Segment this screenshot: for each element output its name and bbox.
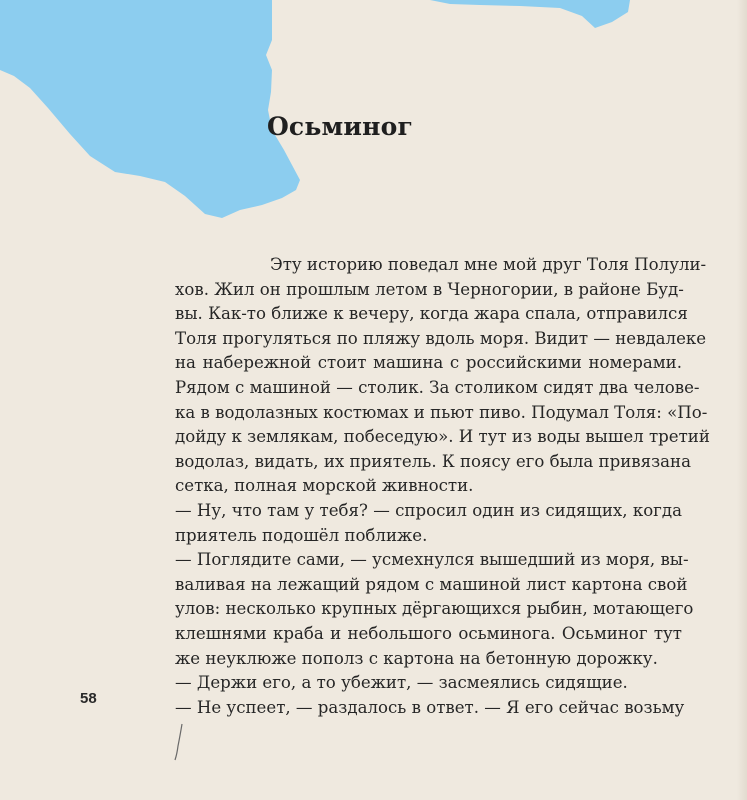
text-line: — Ну, что там у тебя? — спросил один из сидящих, когда — [175, 500, 682, 520]
text-line: же неуклюже пополз с картона на бетонную дорожку. — [175, 648, 658, 668]
text-line: Рядом с машиной — столик. За столиком сидят два челове- — [175, 377, 700, 397]
page-edge — [737, 0, 747, 800]
text-line: валивая на лежащий рядом с машиной лист картона свой — [175, 574, 688, 594]
splash-shape-main — [0, 0, 300, 218]
text-line: приятель подошёл поближе. — [175, 525, 428, 545]
text-line: хов. Жил он прошлым летом в Черногории, в районе Буд- — [175, 279, 684, 299]
pencil-mark — [172, 722, 186, 762]
text-line: Толя прогуляться по пляжу вдоль моря. Видит — невдалеке — [175, 328, 707, 348]
splash-shape-top-right — [430, 0, 630, 28]
text-line: сетка, полная морской живности. — [175, 476, 474, 496]
text-line: Эту историю поведал мне мой друг Толя Полули- — [270, 255, 707, 274]
text-line: водолаз, видать, их приятель. К поясу его была привязана — [175, 451, 691, 471]
story-title: Осьминог — [266, 112, 414, 141]
text-line: — Не успеет, — раздалось в ответ. — Я его сейчас возьму — [175, 697, 685, 717]
page-number: 58 — [80, 690, 97, 707]
text-line: — Поглядите сами, — усмехнулся вышедший из моря, вы- — [175, 550, 689, 570]
text-line: — Держи его, а то убежит, — засмеялись сидящие. — [175, 673, 628, 693]
text-line: ка в водолазных костюмах и пьют пиво. Подумал Толя: «По- — [175, 402, 708, 422]
text-line: клешнями краба и небольшого осьминога. Осьминог тут — [175, 623, 682, 643]
text-line: улов: несколько крупных дёргающихся рыбин, мотающего — [175, 599, 694, 619]
text-line: на набережной стоит машина с российскими номерами. — [175, 353, 682, 373]
story-body — [175, 253, 710, 720]
text-line: вы. Как-то ближе к вечеру, когда жара спала, отправился — [175, 304, 688, 324]
text-line: дойду к землякам, побеседую». И тут из воды вышел третий — [175, 427, 710, 447]
